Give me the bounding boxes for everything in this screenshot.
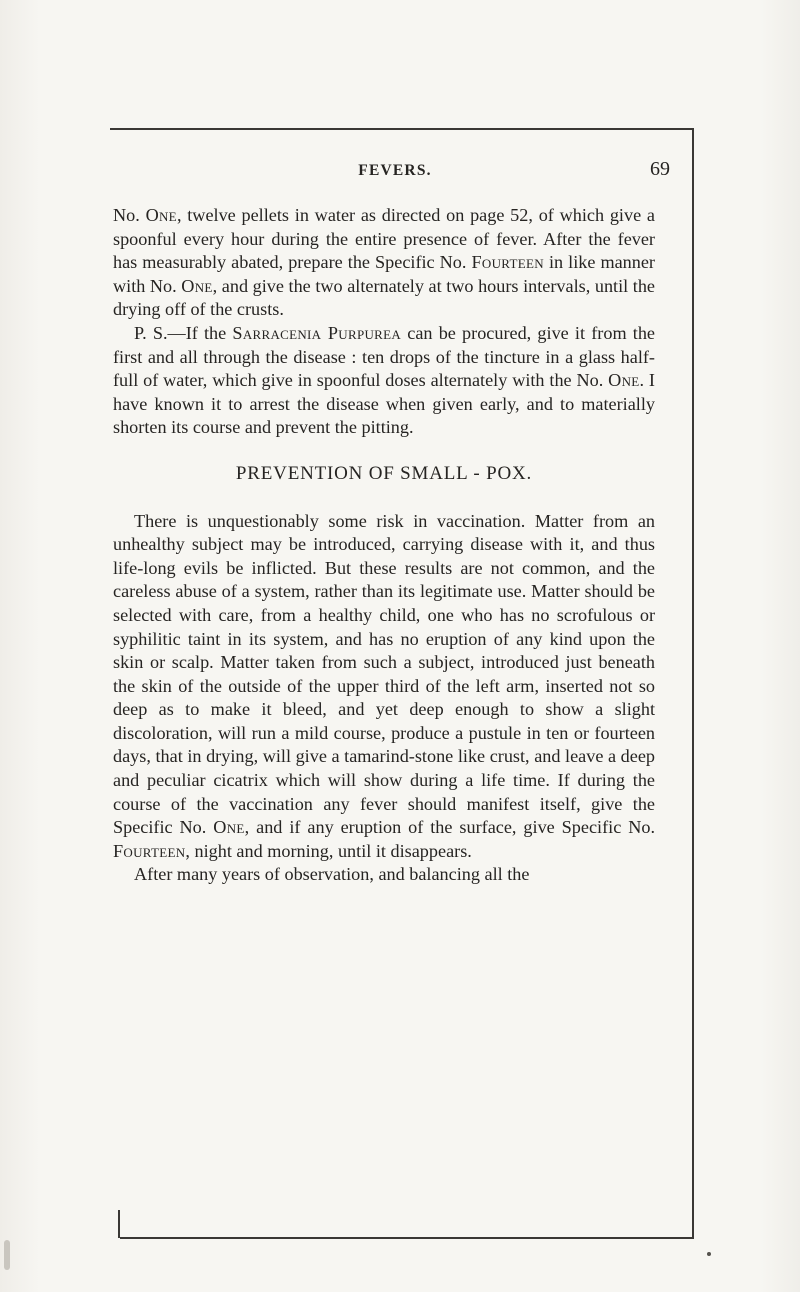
small-caps-run: One bbox=[145, 205, 177, 225]
text-run: , and give the two alternately at two hours intervals, until the drying off of the crusts. bbox=[113, 275, 655, 320]
text-run: , night and morning, until it disappears. bbox=[185, 840, 472, 861]
text-run: . I have known it to arrest the disease when given early, and to materially shorten its course and prevent the pitting. bbox=[113, 370, 655, 438]
text-run: , twelve pellets in water as directed on page 52, of which give a spoonful every hour during the entire presence of fever. After the fever has measurably abated, prepare the Specific No. bbox=[113, 205, 656, 273]
section-heading: PREVENTION OF SMALL - POX. bbox=[235, 462, 533, 484]
small-caps-run: Sarracenia Purpurea bbox=[232, 322, 402, 343]
paragraph-postscript bbox=[113, 322, 655, 440]
paragraph-vaccination bbox=[113, 510, 655, 864]
text-run: in like manner with No. bbox=[113, 252, 655, 296]
page-frame-right-rule bbox=[692, 128, 694, 1239]
scan-speck bbox=[707, 1252, 711, 1256]
page-number: 69 bbox=[650, 158, 670, 180]
text-run: can be procured, give it from the first and all through the disease : ten drops of the tincture in a glass half-full of water, which give in spoonful doses alternately with the No. bbox=[113, 322, 656, 391]
body-text bbox=[113, 204, 655, 887]
text-run: There is unquestionably some risk in vaccination. Matter from an unhealthy subject may be introduced, carrying disease with it, and thus life-long evils be inflicted. But these results are not common, and the careless abuse of a system, rather than its legitimate use. Matter should be selected with care, from a healthy child, one who has no scrofulous or syphilitic taint in its system, and has no eruption of any kind upon the skin or scalp. Matter taken from such a subject, introduced just beneath the skin of the outside of the upper third of the left arm, inserted not so deep as to make it bleed, and yet deep enough to show a slight discoloration, will run a mild course, produce a pustule in ten or fourteen days, that in drying, will give a tamarind-stone like crust, and leave a deep and peculiar cicatrix which will show during a life time. If during the course of the vaccination any fever should manifest itself, give the Specific No. bbox=[113, 510, 655, 838]
running-head: FEVERS. bbox=[358, 162, 432, 179]
paragraph-continuation: After many years of observation, and balancing all the bbox=[134, 864, 530, 885]
small-caps-run: Fourteen bbox=[113, 840, 186, 861]
page-frame-top-rule bbox=[110, 128, 694, 130]
small-caps-run: One bbox=[181, 275, 213, 296]
small-caps-run: Fourteen bbox=[471, 252, 544, 273]
small-caps-run: One bbox=[213, 817, 245, 838]
small-caps-run: One bbox=[608, 370, 640, 391]
page-frame-left-stub bbox=[118, 1210, 120, 1238]
paragraph-treatment bbox=[113, 204, 655, 322]
text-run: No. bbox=[113, 205, 146, 225]
page-frame-bottom-rule bbox=[120, 1237, 692, 1239]
scan-edge-shadow bbox=[4, 1240, 10, 1270]
page-header bbox=[120, 158, 670, 190]
text-run: , and if any eruption of the surface, give Specific No. bbox=[244, 817, 655, 838]
text-run: P. S.—If the bbox=[134, 322, 233, 343]
